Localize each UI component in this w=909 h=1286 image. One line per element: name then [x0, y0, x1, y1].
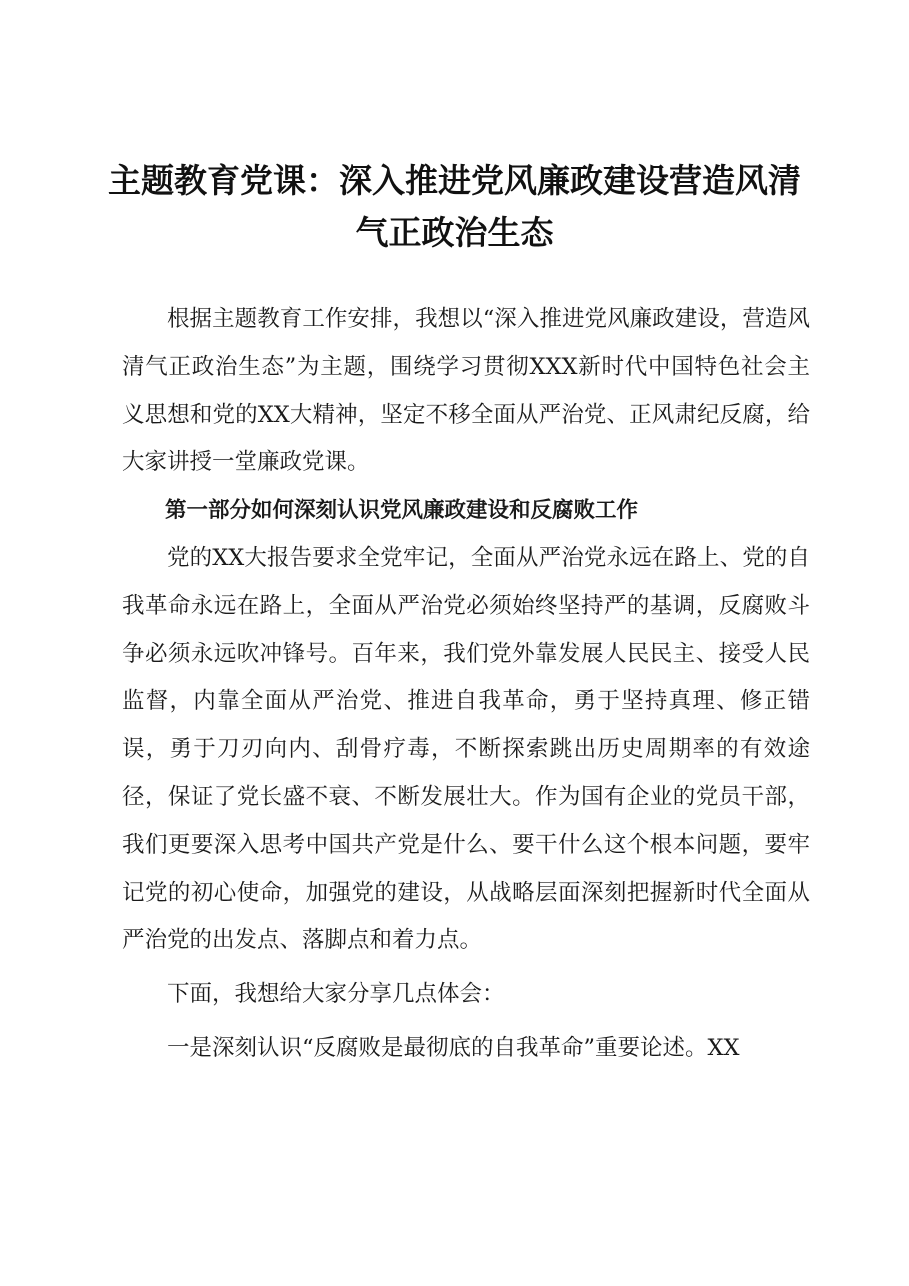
- paragraph-point-one: 一是深刻认识“反腐败是最彻底的自我革命”重要论述。XX: [167, 1034, 740, 1061]
- paragraph-intro: 根据主题教育工作安排，我想以“深入推进党风廉政建设，营造风清气正政治生态”为主题，围绕学习贯彻XXX新时代中国特色社会主义思想和党的XX大精神，坚定不移全面从严治党、正风肃纪反腐，给大家讲授一堂廉政党课。: [122, 306, 810, 476]
- section-heading: 第一部分如何深刻认识党风廉政建设和反腐败工作: [165, 498, 639, 524]
- document-title: 主题教育党课：深入推进党风廉政建设营造风清气正政治生态: [108, 161, 801, 252]
- document-body: [122, 296, 810, 1073]
- paragraph-transition: 下面，我想给大家分享几点体会：: [167, 981, 505, 1008]
- paragraph-main: 党的XX大报告要求全党牢记，全面从严治党永远在路上、党的自我革命永远在路上，全面从严治党必须始终坚持严的基调，反腐败斗争必须永远吹冲锋号。百年来，我们党外靠发展人民民主、接受人民监督，内靠全面从严治党、推进自我革命，勇于坚持真理、修正错误，勇于刀刃向内、刮骨疗毒，不断探索跳出历史周期率的有效途径，保证了党长盛不衰、不断发展壮大。作为国有企业的党员干部，我们更要深入思考中国共产党是什么、要干什么这个根本问题，要牢记党的初心使命，加强党的建设，从战略层面深刻把握新时代全面从严治党的出发点、落脚点和着力点。: [122, 544, 810, 954]
